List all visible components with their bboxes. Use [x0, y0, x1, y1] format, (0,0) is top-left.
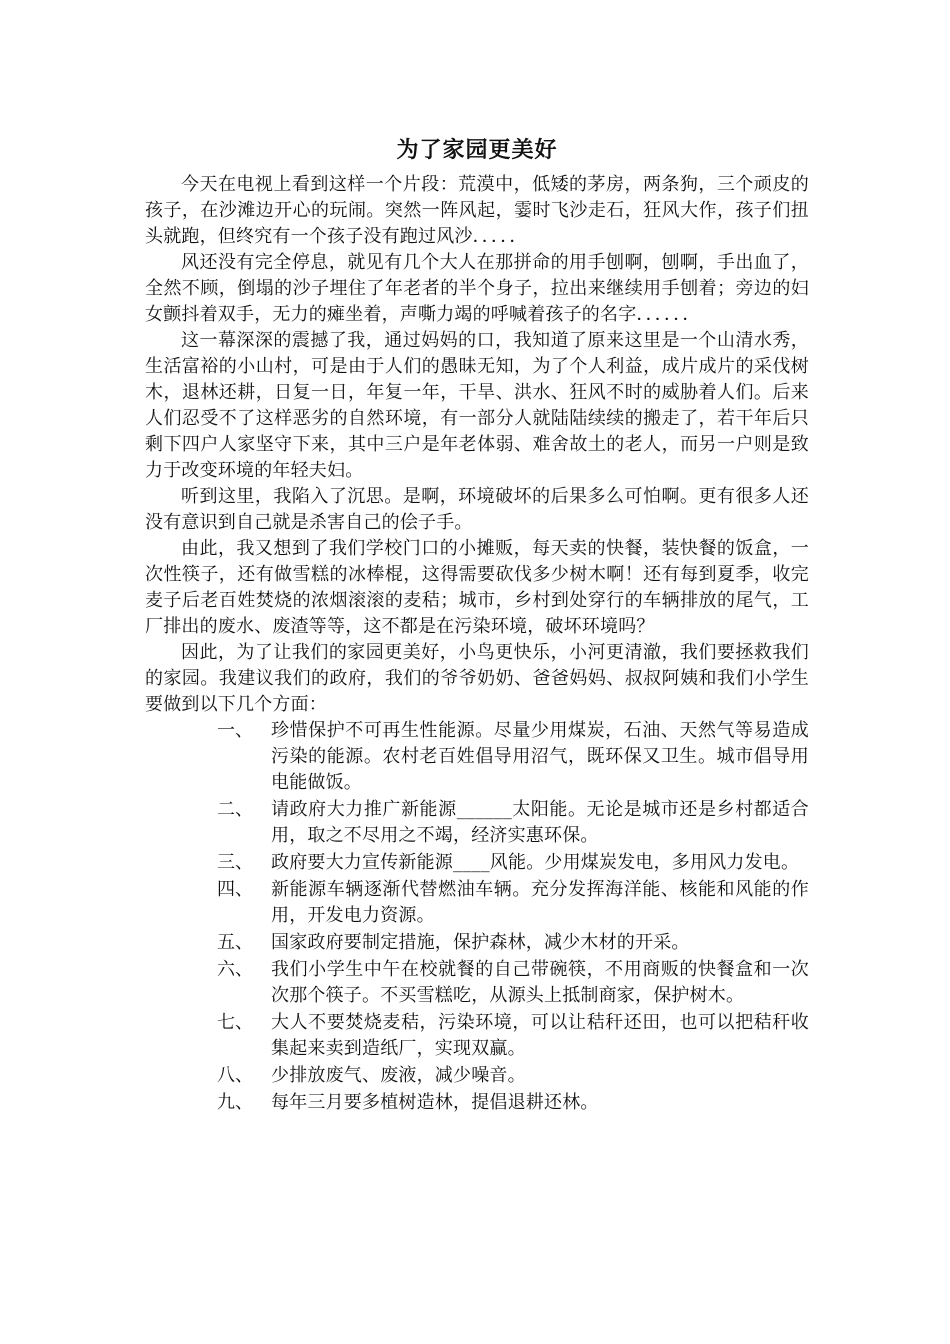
- list-item: [217, 957, 809, 1009]
- list-item: [217, 930, 809, 956]
- list-item-text: 我们小学生中午在校就餐的自己带碗筷，不用商贩的快餐盒和一次次那个筷子。不买雪糕吃，从源头上抵制商家，保护树木。: [271, 959, 809, 1006]
- suggestion-list: [145, 718, 809, 1116]
- document-title: 为了家园更美好: [396, 137, 558, 163]
- paragraph-6: 因此，为了让我们的家园更美好，小鸟更快乐，小河更清澈，我们要拯救我们的家园。我建议我们的政府，我们的爷爷奶奶、爸爸妈妈、叔叔阿姨和我们小学生要做到以下几个方面：: [145, 642, 809, 715]
- list-item-text: 少排放废气、废液，减少噪音。: [271, 1065, 526, 1086]
- list-item: [217, 850, 809, 876]
- list-item-text: 请政府大力推广新能源______太阳能。无论是城市还是乡村都适合用，取之不尽用之不竭，经济实惠环保。: [271, 799, 809, 846]
- list-item: [217, 1010, 809, 1062]
- list-item: [217, 877, 809, 929]
- list-item-number: 四、: [217, 879, 253, 900]
- paragraph-1: 今天在电视上看到这样一个片段：荒漠中，低矮的茅房，两条狗，三个顽皮的孩子，在沙滩边开心的玩闹。突然一阵风起，霎时飞沙走石，狂风大作，孩子们扭头就跑，但终究有一个孩子没有跑过风沙．．．．．: [145, 174, 809, 247]
- document-page: [145, 128, 809, 1116]
- list-item-number: 三、: [217, 852, 253, 873]
- list-item-text: 新能源车辆逐渐代替燃油车辆。充分发挥海洋能、核能和风能的作用，开发电力资源。: [271, 879, 809, 926]
- list-item-number: 六、: [217, 959, 253, 980]
- paragraph-2: 风还没有完全停息，就见有几个大人在那拼命的用手刨啊，刨啊，手出血了，全然不顾，倒塌的沙子埋住了年老者的半个身子，拉出来继续用手刨着；旁边的妇女颤抖着双手，无力的瘫坐着，声嘶力竭的呼喊着孩子的名字．．．．．．: [145, 252, 809, 325]
- list-item-number: 七、: [217, 1012, 253, 1033]
- list-item: [217, 1090, 809, 1116]
- list-item-text: 珍惜保护不可再生性能源。尽量少用煤炭，石油、天然气等易造成污染的能源。农村老百姓倡导用沼气，既环保又卫生。城市倡导用电能做饭。: [271, 720, 809, 793]
- list-item-number: 二、: [217, 799, 253, 820]
- list-item-text: 每年三月要多植树造林，提倡退耕还林。: [271, 1092, 599, 1113]
- paragraph-3: 这一幕深深的震撼了我，通过妈妈的口，我知道了原来这里是一个山清水秀，生活富裕的小山村，可是由于人们的愚昧无知，为了个人利益，成片成片的采伐树木，退林还耕，日复一日，年复一年，干旱、洪水、狂风不时的威胁着人们。后来人们忍受不了这样恶劣的自然环境，有一部分人就陆陆续续的搬走了，若干年后只剩下四户人家坚守下来，其中三户是年老体弱、难舍故土的老人，而另一户则是致力于改变环境的年轻夫妇。: [145, 330, 809, 481]
- list-item-text: 大人不要焚烧麦秸，污染环境，可以让秸秆还田，也可以把秸秆收集起来卖到造纸厂，实现双赢。: [271, 1012, 809, 1059]
- list-item-number: 一、: [217, 720, 253, 741]
- list-item-number: 九、: [217, 1092, 253, 1113]
- list-item: [217, 797, 809, 849]
- list-item: [217, 718, 809, 796]
- list-item-text: 国家政府要制定措施，保护森林，减少木材的开采。: [271, 932, 690, 953]
- paragraph-5: 由此，我又想到了我们学校门口的小摊贩，每天卖的快餐，装快餐的饭盒，一次性筷子，还有做雪糕的冰棒棍，这得需要砍伐多少树木啊！还有每到夏季，收完麦子后老百姓焚烧的浓烟滚滚的麦秸；城市，乡村到处穿行的车辆排放的尾气，工厂排出的废水、废渣等等，这不都是在污染环境，破坏环境吗？: [145, 538, 809, 637]
- paragraph-4: 听到这里，我陷入了沉思。是啊，环境破坏的后果多么可怕啊。更有很多人还没有意识到自己就是杀害自己的侩子手。: [145, 486, 809, 533]
- list-item: [217, 1063, 809, 1089]
- list-item-number: 五、: [217, 932, 253, 953]
- list-item-text: 政府要大力宣传新能源____风能。少用煤炭发电，多用风力发电。: [271, 852, 800, 873]
- list-item-number: 八、: [217, 1065, 253, 1086]
